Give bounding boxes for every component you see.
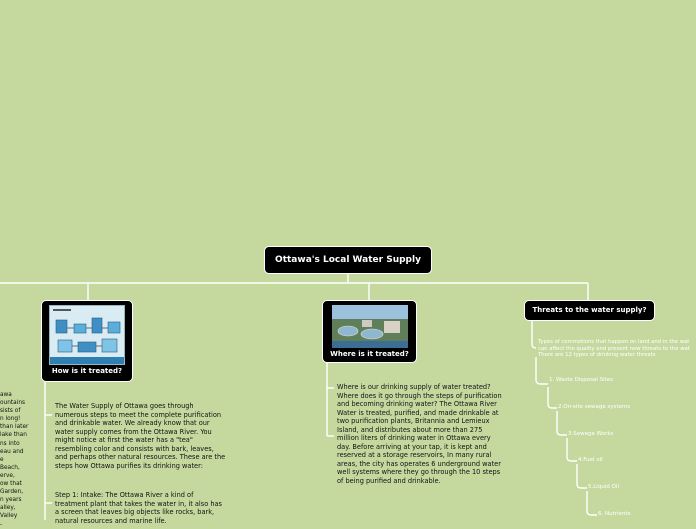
threats-intro-line: can affect the quality and present new threats to the wat [538, 345, 690, 352]
threat-item-fuel-oil[interactable]: 4.Fuel oil [578, 457, 603, 463]
threats-intro-line: There are 12 types of drinking water threats [538, 352, 656, 358]
where-treated-description: Where is our drinking supply of water treated? Where does it go through the steps of purification and becoming drinking water? The Ottawa River Water is treated, purified, and made drinkable at two purification plants, Britannia and Lemieux Island, and distributes about more than 275 million liters of drinking water in Ottawa every day. Before arriving at your tap, it is kept and reserved at a storage reservoirs, In many rural areas, the city has operates 6 underground water well systems where they go through the 10 steps of being purified and drinkable. [337, 383, 502, 485]
threats-node[interactable]: Threats to the water supply? [524, 300, 655, 321]
threat-item-onsite-sewage[interactable]: 2.On-site sewage systems [558, 404, 631, 410]
threat-item-waste-disposal[interactable]: 1. Waste Disposal Sites [549, 377, 614, 383]
threats-intro [538, 339, 696, 359]
where-treated-label: Where is it treated? [330, 350, 409, 358]
threat-item-sewage-works[interactable]: 3.Sewage Works [568, 431, 614, 437]
left-branch-partial-text: awa ountains sists of n long! than later lake than ns into eau and e Beach, erve, ow that Garden, n years alley, Valley - [0, 392, 29, 528]
how-treated-node[interactable] [41, 300, 133, 382]
step-1-intake-text: Step 1: Intake: The Ottawa River a kind of treatment plant that takes the water in, it also has a screen that leaves big objects like rocks, bark, natural resources and marine life. [55, 491, 222, 525]
central-topic[interactable]: Ottawa's Local Water Supply [264, 246, 432, 274]
threats-intro-line: Types of commotions that happen on land and in the wat [538, 339, 690, 345]
where-treated-node[interactable] [322, 300, 417, 363]
treatment-plant-photo [332, 305, 408, 348]
threat-item-nutrients[interactable]: 6. Nutrients [598, 511, 631, 517]
water-supply-description: The Water Supply of Ottawa goes through numerous steps to meet the complete purification and drinkable water. We already know that our water supply comes from the Ottawa River. You might notice at first the water has a "tea" resembling color and consists with bark, leaves, and perhaps other natural resources. These are the steps how Ottawa purifies its drinking water: [55, 402, 226, 470]
how-treated-label: How is it treated? [51, 367, 123, 375]
treatment-process-diagram-image [49, 305, 125, 365]
threat-item-liquid-oil[interactable]: 5.Liquid Oil [588, 484, 619, 490]
